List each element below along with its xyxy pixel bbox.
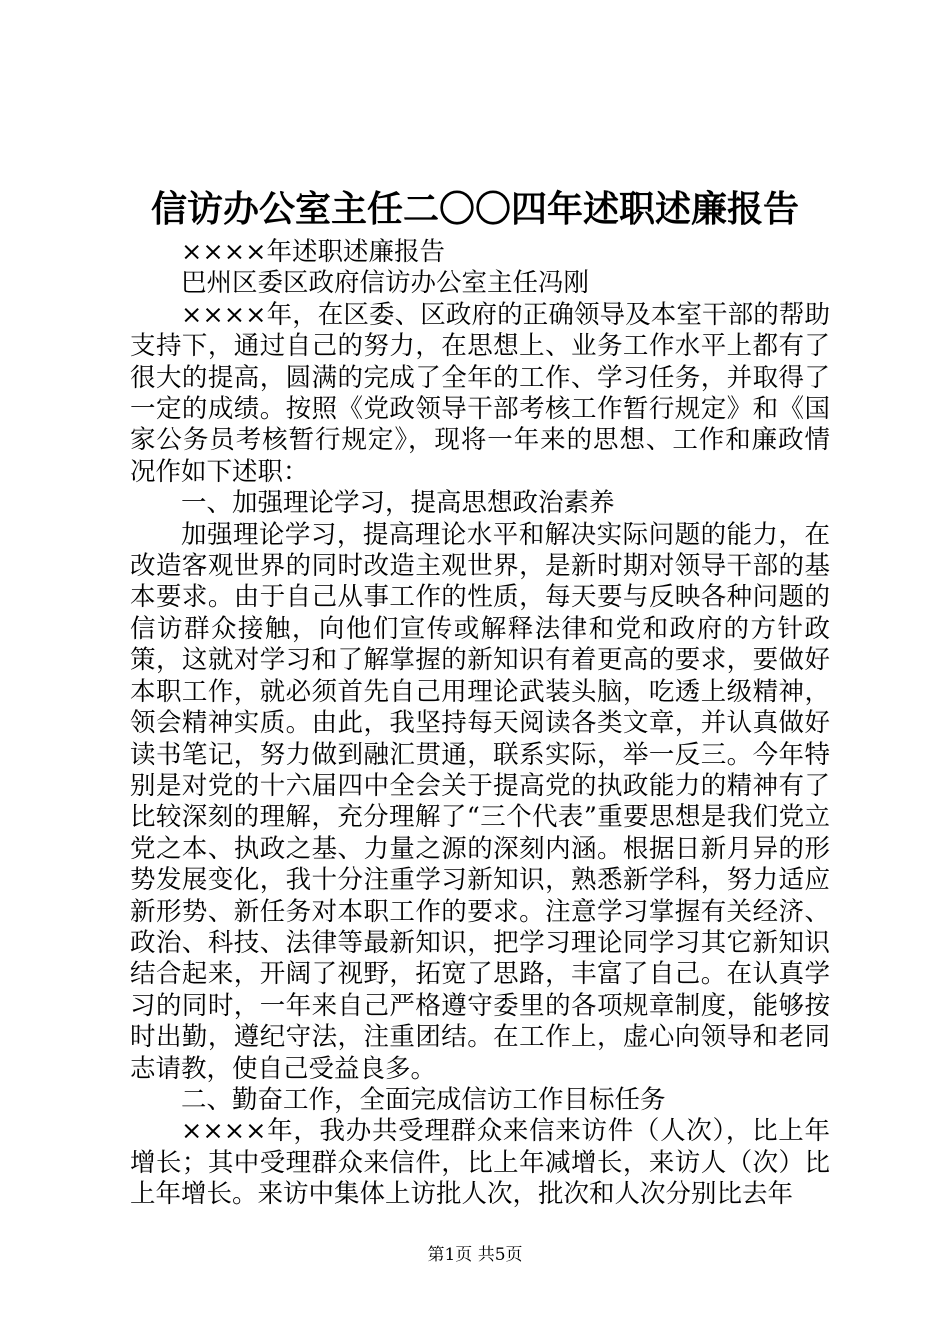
report-subtitle: ××××年述职述廉报告 [181, 237, 445, 267]
intro-paragraph: ××××年，在区委、区政府的正确领导及本室干部的帮助支持下，通过自己的努力，在思想上、业务工作水平上都有了很大的提高，圆满的完成了全年的工作、学习任务，并取得了一定的成绩。按照《党政领导干部考核工作暂行规定》和《国家公务员考核暂行规定》，现将一年来的思想、工作和廉政情况作如下述职： [130, 299, 830, 487]
document-title: 信访办公室主任二〇〇四年述职述廉报告 [150, 188, 799, 230]
author-line: 巴州区委区政府信访办公室主任冯刚 [181, 268, 590, 299]
page-footer: 第1页 共5页 [427, 1245, 523, 1265]
document-body [130, 237, 830, 1211]
section-2-paragraph: ××××年，我办共受理群众来信来访件（人次），比上年增长；其中受理群众来信件，比上年减增长，来访人（次）比上年增长。来访中集体上访批人次，批次和人次分别比去年 [130, 1116, 830, 1210]
section-heading-2: 二、勤奋工作，全面完成信访工作目标任务 [181, 1084, 666, 1115]
section-heading-1: 一、加强理论学习，提高思想政治素养 [181, 488, 615, 519]
section-1-paragraph: 加强理论学习，提高理论水平和解决实际问题的能力，在改造客观世界的同时改造主观世界，是新时期对领导干部的基本要求。由于自己从事工作的性质，每天要与反映各种问题的信访群众接触，向他们宣传或解释法律和党和政府的方针政策，这就对学习和了解掌握的新知识有着更高的要求，要做好本职工作，就必须首先自己用理论武装头脑，吃透上级精神，领会精神实质。由此，我坚持每天阅读各类文章，并认真做好读书笔记，努力做到融汇贯通，联系实际，举一反三。今年特别是对党的十六届四中全会关于提高党的执政能力的精神有了比较深刻的理解，充分理解了“三个代表”重要思想是我们党立党之本、执政之基、力量之源的深刻内涵。根据日新月异的形势发展变化，我十分注重学习新知识，熟悉新学科，努力适应新形势、新任务对本职工作的要求。注意学习掌握有关经济、政治、科技、法律等最新知识，把学习理论同学习其它新知识结合起来，开阔了视野，拓宽了思路，丰富了自己。在认真学习的同时，一年来自己严格遵守委里的各项规章制度，能够按时出勤，遵纪守法，注重团结。在工作上，虚心向领导和老同志请教，使自己受益良多。 [130, 519, 830, 1084]
